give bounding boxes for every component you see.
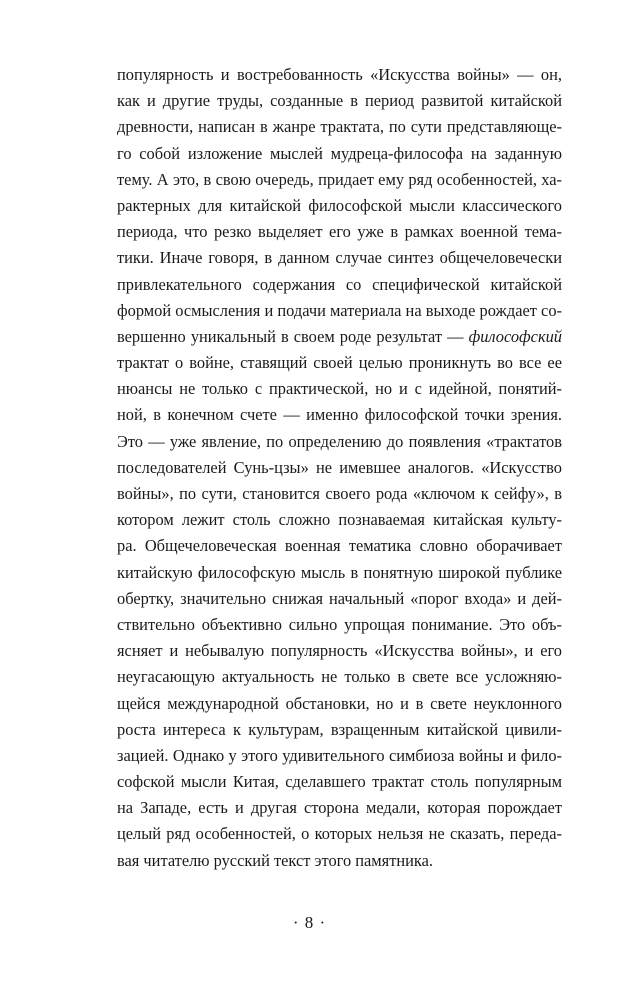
text-line: привлекательного содержания со специфической китайской bbox=[117, 274, 562, 294]
text-line: популярность и востребованность «Искусства войны» — он, bbox=[117, 65, 562, 84]
text-line: вая читателю русский текст этого памятника. bbox=[117, 850, 434, 870]
text-line: целый ряд особенностей, о которых нельзя не сказать, переда- bbox=[117, 824, 562, 844]
text-line: ясняет и небывалую популярность «Искусства войны», и его bbox=[117, 641, 562, 661]
text-line: го собой изложение мыслей мудреца-философа на заданную bbox=[117, 143, 562, 163]
page-number: · 8 · bbox=[292, 913, 327, 932]
text-line: ра. Общечеловеческая военная тематика словно оборачивает bbox=[117, 536, 562, 556]
text-line: тему. А это, в свою очередь, придает ему ряд особенностей, ха- bbox=[117, 169, 562, 189]
text-line: котором лежит столь сложно познаваемая китайская культу- bbox=[117, 510, 562, 530]
text-line: как и другие труды, созданные в период развитой китайской bbox=[117, 91, 562, 111]
body-text bbox=[117, 62, 562, 874]
text-line: рактерных для китайской философской мысли классического bbox=[117, 195, 562, 215]
text-line: тики. Иначе говоря, в данном случае синтез общечеловечески bbox=[117, 248, 562, 268]
text-line: на Западе, есть и другая сторона медали, которая порождает bbox=[117, 798, 562, 818]
text-segment: вершенно уникальный в своем роде результат — bbox=[117, 326, 469, 346]
text-line: ствительно объективно сильно упрощая понимание. Это объ- bbox=[117, 614, 562, 634]
text-line: нюансы не только с практической, но и с идейной, понятий- bbox=[117, 379, 562, 399]
text-line bbox=[117, 324, 562, 350]
text-line: неугасающую актуальность не только в свете все усложняю- bbox=[117, 667, 562, 687]
text-line: древности, написан в жанре трактата, по сути представляюще- bbox=[117, 117, 562, 137]
text-line: последователей Сунь-цзы» не имевшее аналогов. «Искусство bbox=[117, 457, 562, 477]
text-line: Это — уже явление, по определению до появления «трактатов bbox=[117, 431, 562, 451]
text-line: трактат о войне, ставящий своей целью проникнуть во все ее bbox=[117, 353, 562, 373]
text-line: зацией. Однако у этого удивительного симбиоза войны и фило- bbox=[117, 745, 562, 765]
text-line: ной, в конечном счете — именно философской точки зрения. bbox=[117, 405, 562, 425]
text-line: обертку, значительно снижая начальный «порог входа» и дей- bbox=[117, 588, 562, 608]
text-line: роста интереса к культурам, взращенным китайской цивили- bbox=[117, 719, 562, 739]
text-line: формой осмысления и подачи материала на выходе рождает со- bbox=[117, 300, 562, 320]
text-line: щейся международной обстановки, но и в свете неуклонного bbox=[117, 693, 562, 713]
text-line: войны», по сути, становится своего рода «ключом к сейфу», в bbox=[117, 484, 562, 503]
text-line: китайскую философскую мысль в понятную широкой публике bbox=[117, 562, 562, 582]
text-line: софской мысли Китая, сделавшего трактат столь популярным bbox=[117, 772, 562, 792]
text-line: периода, что резко выделяет его уже в рамках военной тема- bbox=[117, 222, 562, 242]
italic-term: философский bbox=[468, 326, 562, 346]
